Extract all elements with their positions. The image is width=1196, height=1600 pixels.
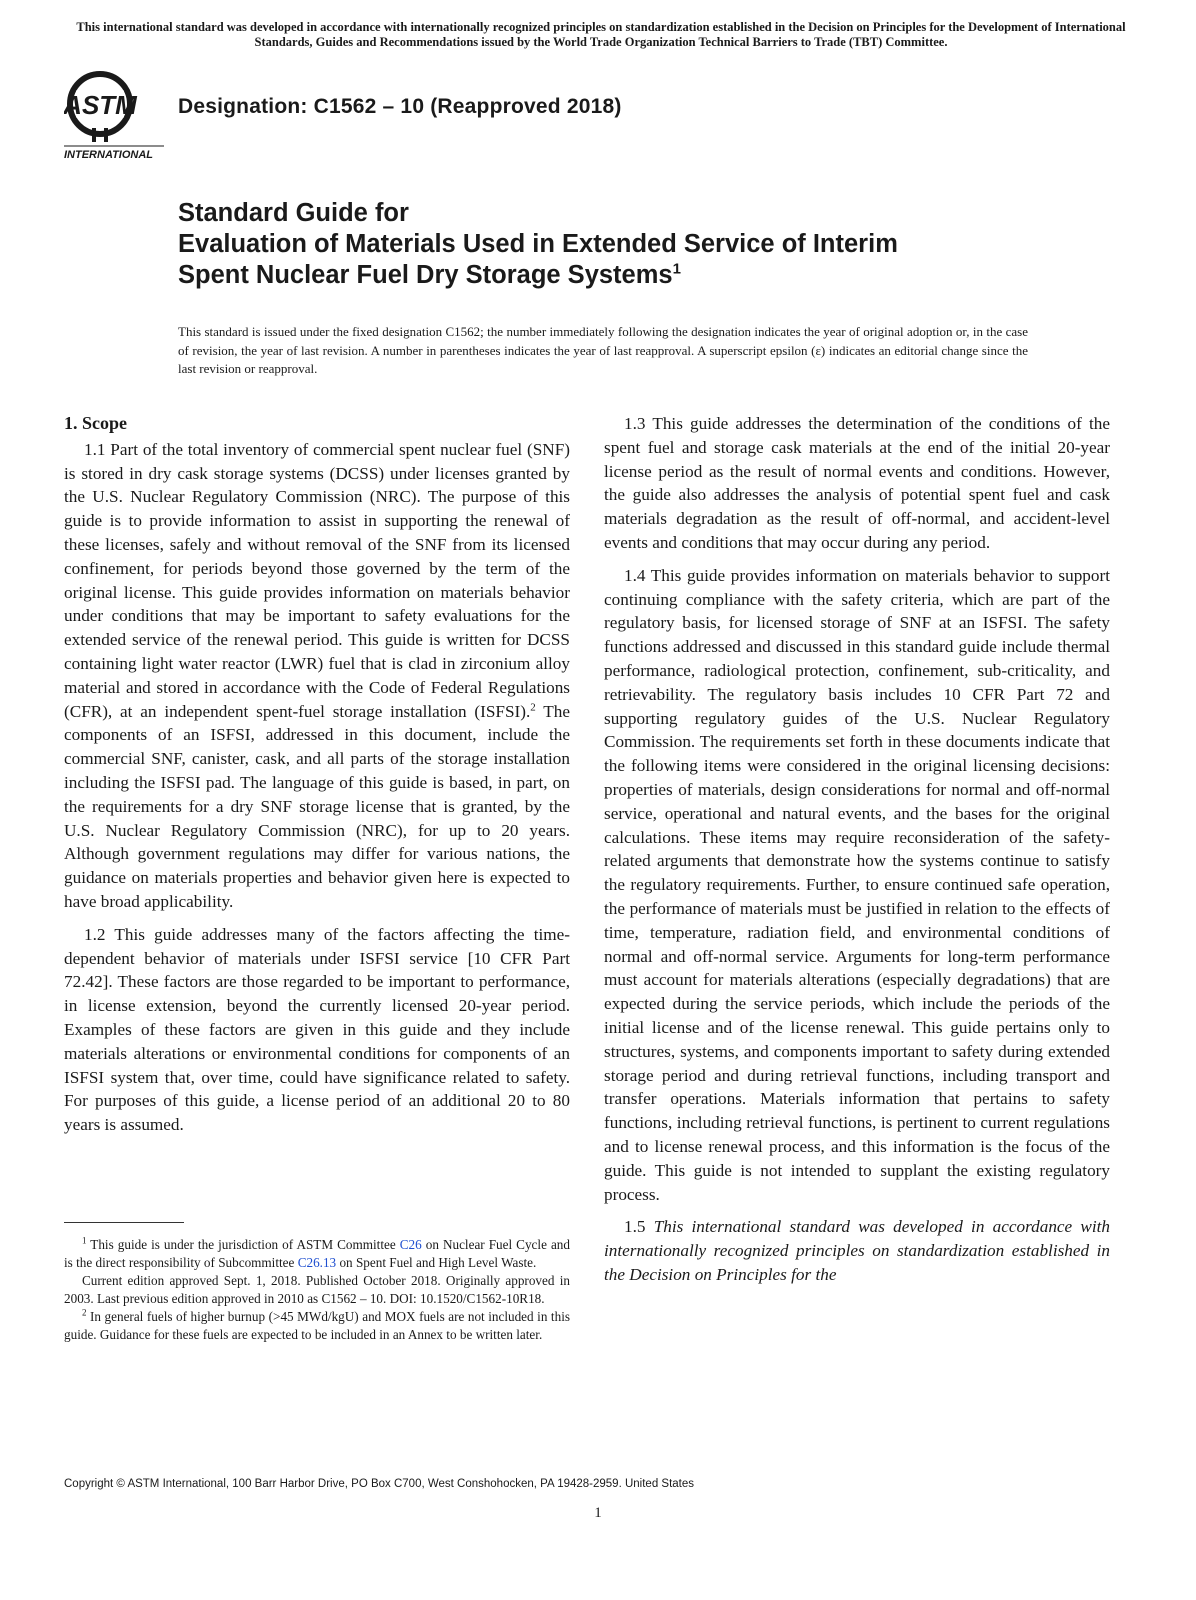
right-column xyxy=(604,412,1110,1296)
title-line-3 xyxy=(178,260,1138,291)
paragraph-1-1-cont: The components of an ISFSI, addressed in this document, include the commercial SNF, canister, cask, and all parts of the storage installation including the ISFSI pad. The language of this guide is based, in part, on the requirements for a dry SNF storage license that is granted, by the U.S. Nuclear Regulatory Commission (NRC), for up to 20 years. Although government regulations may differ for various nations, the guidance on materials properties and behavior given here is expected to have broad applicability. xyxy=(64,701,570,911)
astm-logo xyxy=(64,70,170,166)
subcommittee-c26-13-link[interactable]: C26.13 xyxy=(297,1255,337,1270)
footnote-divider xyxy=(64,1222,184,1223)
title-line-2: Evaluation of Materials Used in Extended Service of Interim xyxy=(178,230,898,258)
page-number: 1 xyxy=(594,1505,602,1521)
logo-text: ASTM xyxy=(64,90,137,120)
footnote-2 xyxy=(64,1308,570,1344)
footnote-1-text-c: on Spent Fuel and High Level Waste. xyxy=(336,1255,537,1270)
logo-subtext: INTERNATIONAL xyxy=(64,149,154,161)
paragraph-1-2: 1.2 This guide addresses many of the factors affecting the time-dependent behavior of materials under ISFSI service [10 CFR Part 72.42]. These factors are those regarded to be important to performance, in license extension, beyond the currently licensed 20-year period. Examples of these factors are given in this guide and they include materials alterations or environmental conditions for components of an ISFSI system that, over time, could have significance related to safety. For purposes of this guide, a license period of an additional 20 to 80 years is assumed. xyxy=(64,924,570,1135)
footnotes xyxy=(64,1236,570,1344)
committee-c26-link[interactable]: C26 xyxy=(399,1237,422,1252)
footnote-2-marker: 2 xyxy=(82,1307,87,1318)
document-title xyxy=(178,198,1138,291)
paragraph-1-3: 1.3 This guide addresses the determination of the conditions of the spent fuel and storage cask materials at the end of the initial 20-year license period as the result of normal events and conditions. However, the guide also addresses the analysis of potential spent fuel and cask materials degradation as the result of off-normal, and accident-level events and conditions that may occur during any period. xyxy=(604,414,1110,552)
footnote-1-text-b: on Nuclear Fuel Cycle and is the direct responsibility of Subcommittee xyxy=(64,1237,570,1270)
paragraph-1-5-italic: This international standard was developed in accordance with internationally recognized principles on standardization established in the Decision on Principles for the xyxy=(604,1217,1110,1284)
left-column xyxy=(64,412,570,1146)
footnote-2-text: In general fuels of higher burnup (>45 MWd/kgU) and MOX fuels are not included in this guide. Guidance for these fuels are expected to be included in an Annex to be written later. xyxy=(64,1309,570,1342)
issued-note: This standard is issued under the fixed designation C1562; the number immediately following the designation indicates the year of original adoption or, in the case of revision, the year of last revision. A number in parentheses indicates the year of last reapproval. A superscript epsilon (ε) indicates an editorial change since the last revision or reapproval. xyxy=(178,324,1028,376)
footnote-1-marker: 1 xyxy=(82,1235,87,1246)
title-line-1: Standard Guide for xyxy=(178,199,409,227)
title-footnote-ref[interactable]: 1 xyxy=(672,260,681,278)
footnote-1-text-a: This guide is under the jurisdiction of ASTM Committee xyxy=(86,1237,400,1252)
paragraph-1-5-num: 1.5 xyxy=(624,1217,654,1237)
footnote-ref-2[interactable]: 2 xyxy=(530,700,536,713)
section-heading-scope: 1. Scope xyxy=(64,413,127,433)
footnote-1 xyxy=(64,1236,570,1272)
paragraph-1-1-text: 1.1 Part of the total inventory of commercial spent nuclear fuel (SNF) is stored in dry cask storage systems (DCSS) under licenses granted by the U.S. Nuclear Regulatory Commission (NRC). The purpose of this guide is to provide information to assist in supporting the renewal of these licenses, safely and without removal of the SNF from its licensed confinement, for periods beyond those governed by the term of the original license. This guide provides information on materials behavior under conditions that may be important to safety evaluations for the extended service of the renewal period. This guide is written for DCSS containing light water reactor (LWR) fuel that is clad in zirconium alloy material and stored in accordance with the Code of Federal Regulations (CFR), at an independent spent-fuel storage installation (ISFSI). xyxy=(64,439,570,721)
top-notice: This international standard was developed in accordance with internationally recognized principles on standardization established in the Decision on Principles for the Development of International Standards, Guides and Recommendations issued by the World Trade Organization Technical Barriers to Trade (TBT) Committee. xyxy=(76,20,1126,49)
footnote-1-edition: Current edition approved Sept. 1, 2018. Published October 2018. Originally approved in 2003. Last previous edition approved in 2010 as C1562 – 10. DOI: 10.1520/C1562-10R18. xyxy=(64,1273,570,1306)
astm-logo-mark xyxy=(64,74,138,142)
designation: Designation: C1562 – 10 (Reapproved 2018) xyxy=(178,95,622,118)
paragraph-1-4: 1.4 This guide provides information on materials behavior to support continuing compliance with the safety criteria, which are part of the regulatory basis, for licensed storage of SNF at an ISFSI. The safety functions addressed and discussed in this standard guide include thermal performance, radiological protection, confinement, sub-criticality, and retrievability. The regulatory basis includes 10 CFR Part 72 and supporting regulatory guides of the U.S. Nuclear Regulatory Commission. The requirements set forth in these documents indicate that the following items were considered in the original licensing decisions: properties of materials, design considerations for normal and off-normal service, operational and natural events, and the bases for the original calculations. These items may require reconsideration of the safety-related arguments that demonstrate how the systems continue to satisfy the regulatory requirements. Further, to ensure continued safe operation, the performance of materials must be justified in relation to the effects of time, temperature, radiation field, and environmental conditions of normal and off-normal service. Arguments for long-term performance must account for materials alterations (especially degradations) that are expected during the service periods, which include the periods of the initial license and of the license renewal. This guide pertains only to structures, systems, and components important to safety during extended storage period and during retrieval functions, including transport and transfer operations. Materials information that pertains to safety functions, including retrieval functions, is pertinent to current regulations and to license renewal process, and this information is the focus of the guide. This guide is not intended to supplant the existing regulatory process. xyxy=(604,565,1110,1204)
copyright-line: Copyright © ASTM International, 100 Barr Harbor Drive, PO Box C700, West Conshohocken, PA 19428-2959. United States xyxy=(64,1478,695,1490)
title-line-3-text: Spent Nuclear Fuel Dry Storage Systems xyxy=(178,261,673,289)
paragraph-1-5 xyxy=(604,1215,1110,1286)
paragraph-1-1 xyxy=(64,438,570,914)
